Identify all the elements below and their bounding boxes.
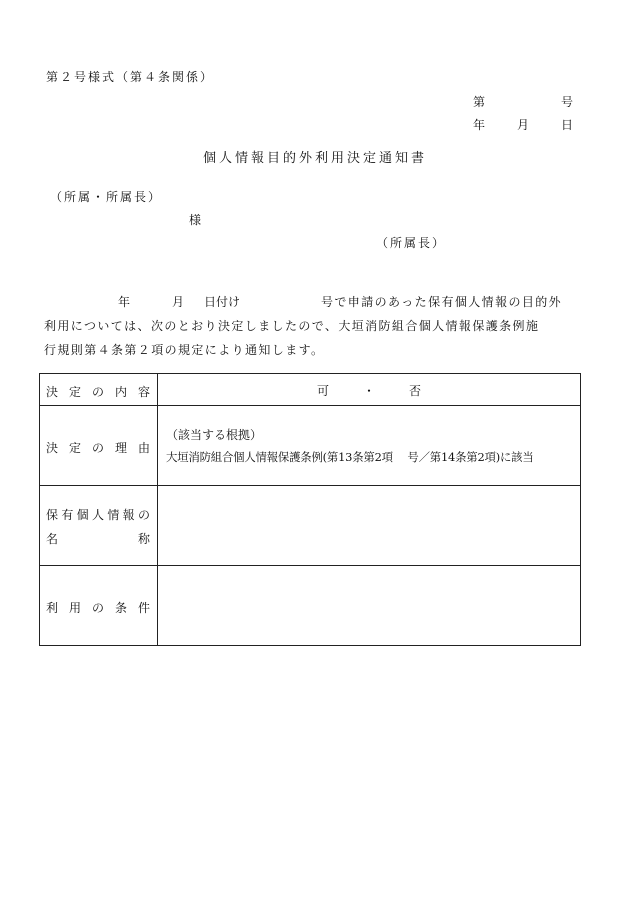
decision-value-cell [158,374,581,406]
body-line-3: 行規則第４条第２項の規定により通知します。 [44,343,325,357]
document-number [473,95,573,109]
body-line-2: 利用については、次のとおり決定しましたので、大垣消防組合個人情報保護条例施 [44,319,540,333]
info-name-cell [158,486,581,566]
label-char: の [137,508,150,522]
label-char: の [91,441,104,455]
label-char: 容 [137,385,150,399]
form-number-label: 第２号様式（第４条関係） [46,70,215,84]
label-cell-info-name [40,486,158,566]
label-char: 名 [46,532,59,546]
decision-reason-cell [158,406,581,486]
document-number-suffix: 号 [560,95,573,109]
recipient: （所属・所属長） [50,190,163,204]
label-char: 定 [68,385,81,399]
decision-table [39,373,581,646]
label-char: 保 [46,508,59,522]
document-date [473,118,573,132]
document-number-prefix: 第 [473,95,486,109]
sender: （所属長） [376,236,447,250]
info-name-label-line-1 [46,506,150,523]
label-char: 理 [114,441,127,455]
label-char: 条 [114,601,127,615]
reason-text: 大垣消防組合個人情報保護条例(第13条第2項 号／第14条第2項)に該当 [166,450,534,464]
label-char: 内 [114,385,127,399]
honorific: 様 [189,213,202,227]
label-char: 決 [46,441,59,455]
body-line-1-rest: 号で申請のあった保有個人情報の目的外 [321,295,563,309]
table-row [40,566,581,646]
label-char: 個 [76,508,89,522]
label-char: 人 [91,508,104,522]
decision-content-label [46,383,150,400]
reason-heading: （該当する根拠） [166,428,263,442]
reject-option: 否 [409,384,422,398]
date-year: 年 [473,118,486,132]
label-char: の [91,601,104,615]
label-char: の [91,385,104,399]
decision-reason-label [46,439,150,456]
usage-conditions-label [46,599,150,616]
separator-dot: ・ [362,384,375,398]
label-char: 由 [137,441,150,455]
approve-option: 可 [316,384,329,398]
label-char: 件 [137,601,150,615]
table-row [40,486,581,566]
label-char: 有 [61,508,74,522]
date-day: 日 [560,118,573,132]
label-char: 定 [68,441,81,455]
label-char: 用 [68,601,81,615]
document-title: 個人情報目的外利用決定通知書 [202,151,427,166]
usage-conditions-cell [158,566,581,646]
label-cell-decision-content [40,374,158,406]
label-char: 利 [46,601,59,615]
label-char: 決 [46,385,59,399]
body-dated: 日付け [204,295,241,309]
table-row [40,406,581,486]
date-month: 月 [516,118,529,132]
body-year: 年 [118,295,131,309]
table-row [40,374,581,406]
body-month: 月 [172,295,185,309]
label-char: 報 [122,508,135,522]
label-cell-decision-reason [40,406,158,486]
label-cell-usage-conditions [40,566,158,646]
info-name-label-line-2 [46,530,150,547]
label-char: 称 [137,532,150,546]
label-char: 情 [107,508,120,522]
